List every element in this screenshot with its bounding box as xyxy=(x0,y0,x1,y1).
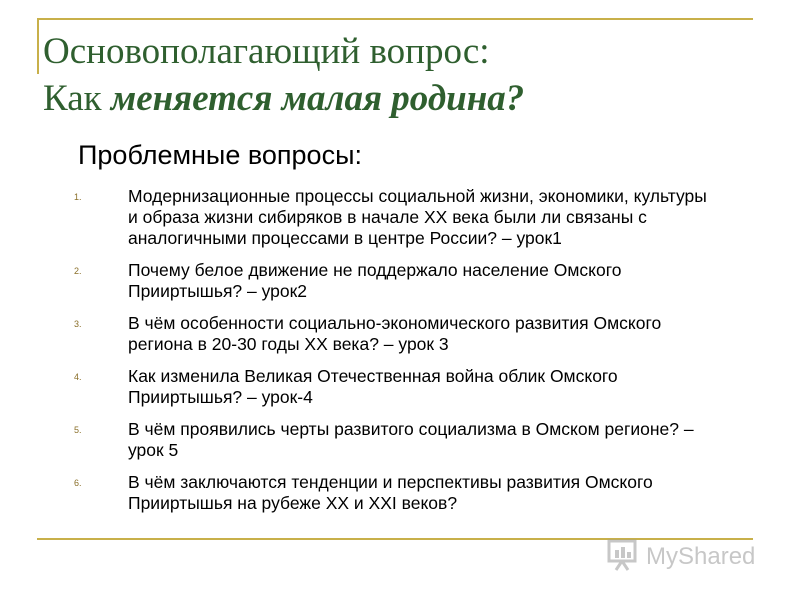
list-item-text: В чём особенности социально-экономического развития Омского региона в 20-30 годы XX века? – урок 3 xyxy=(128,313,662,354)
list-item-text: Почему белое движение не поддержало население Омского Прииртышья? – урок2 xyxy=(128,260,622,301)
slide-title xyxy=(43,28,763,122)
presentation-board-icon xyxy=(606,538,640,577)
list-item-number: 1. xyxy=(74,192,82,202)
list-item xyxy=(74,366,714,408)
top-divider xyxy=(37,18,753,20)
watermark xyxy=(606,537,755,577)
list-item-number: 4. xyxy=(74,372,82,382)
list-item-text: Как изменила Великая Отечественная война облик Омского Прииртышья? – урок-4 xyxy=(128,366,618,407)
list-item xyxy=(74,472,714,514)
list-item-text: В чём проявились черты развитого социализма в Омском регионе? – урок 5 xyxy=(128,419,694,460)
title-line-2-emphasis: меняется малая родина? xyxy=(110,78,525,119)
list-item xyxy=(74,419,714,461)
list-item-text: Модернизационные процессы социальной жизни, экономики, культуры и образа жизни сибиряков в начале XX века были ли связаны с аналогичными процессами в центре России? – урок1 xyxy=(128,186,707,248)
title-line-2-prefix: Как xyxy=(43,78,111,119)
list-item xyxy=(74,260,714,302)
left-divider xyxy=(37,18,39,74)
title-line-2 xyxy=(43,75,763,122)
list-item-number: 6. xyxy=(74,478,82,488)
section-heading: Проблемные вопросы: xyxy=(78,140,362,170)
list-item xyxy=(74,186,714,249)
title-line-1: Основополагающий вопрос: xyxy=(43,31,490,72)
list-item-number: 2. xyxy=(74,266,82,276)
list-item-number: 5. xyxy=(74,425,82,435)
problem-questions-list xyxy=(74,186,714,525)
list-item xyxy=(74,313,714,355)
list-item-number: 3. xyxy=(74,319,82,329)
watermark-text: MyShared xyxy=(646,543,756,570)
list-item-text: В чём заключаются тенденции и перспективы развития Омского Прииртышья на рубеже XX и XXI веков? xyxy=(128,472,653,513)
